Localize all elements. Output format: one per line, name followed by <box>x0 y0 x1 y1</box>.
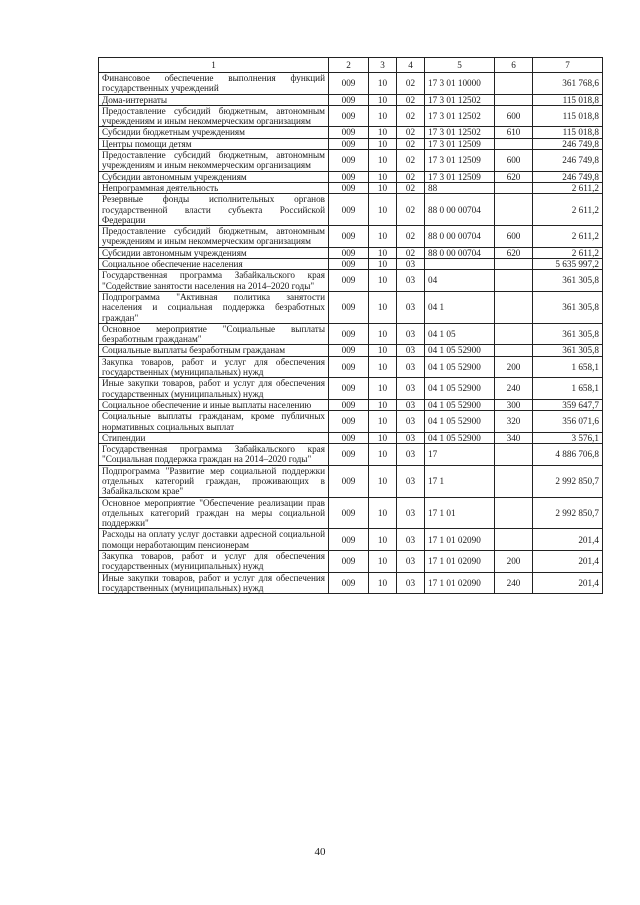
row-ministry-code: 009 <box>329 127 369 138</box>
row-target-article-code: 17 1 <box>425 465 495 497</box>
row-expense-type-code: 340 <box>495 432 533 443</box>
row-ministry-code: 009 <box>329 465 369 497</box>
row-section-code: 10 <box>369 529 397 551</box>
table-row <box>99 247 603 258</box>
row-expense-type-code: 620 <box>495 247 533 258</box>
row-amount: 356 071,6 <box>533 411 603 433</box>
row-target-article-code: 17 1 01 02090 <box>425 529 495 551</box>
row-subsection-code: 02 <box>397 150 425 172</box>
row-section-code: 10 <box>369 444 397 466</box>
row-target-article-code: 04 <box>425 270 495 292</box>
row-ministry-code: 009 <box>329 323 369 345</box>
row-amount: 201,4 <box>533 551 603 573</box>
row-section-code: 10 <box>369 551 397 573</box>
table-row <box>99 465 603 497</box>
row-expense-type-code <box>495 138 533 149</box>
row-expense-type-code <box>495 259 533 270</box>
row-section-code: 10 <box>369 323 397 345</box>
table-row <box>99 270 603 292</box>
row-target-article-code: 04 1 05 52900 <box>425 411 495 433</box>
row-section-code: 10 <box>369 247 397 258</box>
row-name-cell: Социальное обеспечение и иные выплаты населению <box>99 399 329 410</box>
row-section-code: 10 <box>369 182 397 193</box>
budget-table <box>98 57 603 594</box>
row-expense-type-code <box>495 529 533 551</box>
table-row <box>99 432 603 443</box>
row-ministry-code: 009 <box>329 171 369 182</box>
row-name-cell: Социальные выплаты безработным гражданам <box>99 345 329 356</box>
page-number: 40 <box>314 846 326 858</box>
row-name-cell: Основное мероприятие "Обеспечение реализации прав отдельных категорий граждан на меры социальной поддержки" <box>99 497 329 529</box>
row-name-cell: Закупка товаров, работ и услуг для обеспечения государственных (муниципальных) нужд <box>99 356 329 378</box>
header-row <box>99 58 603 73</box>
row-ministry-code: 009 <box>329 497 369 529</box>
table-row <box>99 411 603 433</box>
row-ministry-code: 009 <box>329 138 369 149</box>
row-section-code: 10 <box>369 497 397 529</box>
row-amount: 4 886 706,8 <box>533 444 603 466</box>
row-subsection-code: 03 <box>397 323 425 345</box>
row-ministry-code: 009 <box>329 444 369 466</box>
row-subsection-code: 03 <box>397 551 425 573</box>
row-expense-type-code: 200 <box>495 551 533 573</box>
row-expense-type-code: 200 <box>495 356 533 378</box>
row-section-code: 10 <box>369 572 397 594</box>
header-col-6: 6 <box>495 58 533 73</box>
row-expense-type-code <box>495 497 533 529</box>
row-target-article-code: 17 3 01 12502 <box>425 94 495 105</box>
row-name-cell: Государственная программа Забайкальского края "Социальная поддержка граждан на 2014–2020 годы" <box>99 444 329 466</box>
row-ministry-code: 009 <box>329 194 369 226</box>
row-section-code: 10 <box>369 345 397 356</box>
row-subsection-code: 03 <box>397 399 425 410</box>
row-subsection-code: 03 <box>397 345 425 356</box>
row-subsection-code: 02 <box>397 171 425 182</box>
row-ministry-code: 009 <box>329 356 369 378</box>
row-subsection-code: 02 <box>397 247 425 258</box>
row-expense-type-code: 320 <box>495 411 533 433</box>
header-col-2: 2 <box>329 58 369 73</box>
row-target-article-code: 17 <box>425 444 495 466</box>
row-target-article-code: 17 1 01 <box>425 497 495 529</box>
row-ministry-code: 009 <box>329 247 369 258</box>
row-section-code: 10 <box>369 259 397 270</box>
row-target-article-code: 04 1 <box>425 291 495 323</box>
row-section-code: 10 <box>369 411 397 433</box>
header-col-1: 1 <box>99 58 329 73</box>
row-target-article-code: 04 1 05 52900 <box>425 432 495 443</box>
row-expense-type-code <box>495 94 533 105</box>
row-subsection-code: 03 <box>397 291 425 323</box>
header-col-5: 5 <box>425 58 495 73</box>
table-row <box>99 127 603 138</box>
row-subsection-code: 02 <box>397 105 425 127</box>
row-target-article-code: 04 1 05 52900 <box>425 356 495 378</box>
row-subsection-code: 02 <box>397 73 425 95</box>
row-expense-type-code <box>495 182 533 193</box>
row-name-cell: Предоставление субсидий бюджетным, автономным учреждениям и иным некоммерческим организациям <box>99 105 329 127</box>
row-section-code: 10 <box>369 356 397 378</box>
row-target-article-code: 88 0 00 00704 <box>425 226 495 248</box>
table-row <box>99 345 603 356</box>
row-ministry-code: 009 <box>329 399 369 410</box>
row-amount: 2 992 850,7 <box>533 465 603 497</box>
row-expense-type-code <box>495 345 533 356</box>
row-expense-type-code <box>495 73 533 95</box>
row-target-article-code: 04 1 05 52900 <box>425 399 495 410</box>
row-target-article-code: 04 1 05 <box>425 323 495 345</box>
row-subsection-code: 03 <box>397 465 425 497</box>
row-expense-type-code <box>495 444 533 466</box>
row-target-article-code: 17 3 01 12509 <box>425 150 495 172</box>
row-name-cell: Подпрограмма "Развитие мер социальной поддержки отдельных категорий граждан, проживающих в Забайкальском крае" <box>99 465 329 497</box>
row-target-article-code: 17 1 01 02090 <box>425 572 495 594</box>
table-row <box>99 323 603 345</box>
table-row <box>99 259 603 270</box>
row-subsection-code: 02 <box>397 182 425 193</box>
row-name-cell: Предоставление субсидий бюджетным, автономным учреждениям и иным некоммерческим организациям <box>99 150 329 172</box>
row-section-code: 10 <box>369 291 397 323</box>
row-expense-type-code: 600 <box>495 105 533 127</box>
row-subsection-code: 03 <box>397 444 425 466</box>
row-name-cell: Субсидии автономным учреждениям <box>99 171 329 182</box>
row-amount: 2 992 850,7 <box>533 497 603 529</box>
row-subsection-code: 03 <box>397 572 425 594</box>
row-amount: 361 305,8 <box>533 291 603 323</box>
row-ministry-code: 009 <box>329 432 369 443</box>
row-subsection-code: 03 <box>397 356 425 378</box>
row-subsection-code: 03 <box>397 432 425 443</box>
table-row <box>99 94 603 105</box>
table-row <box>99 73 603 95</box>
table-row <box>99 105 603 127</box>
row-section-code: 10 <box>369 171 397 182</box>
row-expense-type-code <box>495 291 533 323</box>
row-expense-type-code: 610 <box>495 127 533 138</box>
row-section-code: 10 <box>369 127 397 138</box>
row-ministry-code: 009 <box>329 551 369 573</box>
row-section-code: 10 <box>369 105 397 127</box>
row-target-article-code: 17 1 01 02090 <box>425 551 495 573</box>
row-target-article-code: 17 3 01 12509 <box>425 171 495 182</box>
row-ministry-code: 009 <box>329 105 369 127</box>
table-row <box>99 138 603 149</box>
row-name-cell: Иные закупки товаров, работ и услуг для обеспечения государственных (муниципальных) нужд <box>99 572 329 594</box>
table-row <box>99 497 603 529</box>
row-section-code: 10 <box>369 150 397 172</box>
row-target-article-code: 04 1 05 52900 <box>425 345 495 356</box>
row-section-code: 10 <box>369 432 397 443</box>
row-expense-type-code: 240 <box>495 378 533 400</box>
table-row <box>99 226 603 248</box>
row-amount: 246 749,8 <box>533 171 603 182</box>
row-amount: 361 305,8 <box>533 323 603 345</box>
row-section-code: 10 <box>369 73 397 95</box>
row-section-code: 10 <box>369 465 397 497</box>
table-row <box>99 291 603 323</box>
row-amount: 2 611,2 <box>533 194 603 226</box>
row-target-article-code: 17 3 01 10000 <box>425 73 495 95</box>
table-row <box>99 551 603 573</box>
row-section-code: 10 <box>369 94 397 105</box>
table-row <box>99 529 603 551</box>
row-expense-type-code: 620 <box>495 171 533 182</box>
table-row <box>99 356 603 378</box>
row-ministry-code: 009 <box>329 226 369 248</box>
row-amount: 361 768,6 <box>533 73 603 95</box>
row-name-cell: Центры помощи детям <box>99 138 329 149</box>
row-name-cell: Финансовое обеспечение выполнения функций государственных учреждений <box>99 73 329 95</box>
row-ministry-code: 009 <box>329 378 369 400</box>
row-section-code: 10 <box>369 270 397 292</box>
row-subsection-code: 02 <box>397 194 425 226</box>
row-name-cell: Субсидии автономным учреждениям <box>99 247 329 258</box>
table-row <box>99 182 603 193</box>
row-expense-type-code: 300 <box>495 399 533 410</box>
row-expense-type-code: 600 <box>495 150 533 172</box>
row-ministry-code: 009 <box>329 182 369 193</box>
table-row <box>99 399 603 410</box>
row-expense-type-code <box>495 465 533 497</box>
row-target-article-code: 17 3 01 12509 <box>425 138 495 149</box>
row-expense-type-code <box>495 323 533 345</box>
table-row <box>99 194 603 226</box>
row-subsection-code: 02 <box>397 94 425 105</box>
row-amount: 361 305,8 <box>533 345 603 356</box>
table-row <box>99 150 603 172</box>
row-section-code: 10 <box>369 378 397 400</box>
row-subsection-code: 03 <box>397 497 425 529</box>
row-name-cell: Субсидии бюджетным учреждениям <box>99 127 329 138</box>
row-name-cell: Дома-интернаты <box>99 94 329 105</box>
row-amount: 246 749,8 <box>533 138 603 149</box>
row-expense-type-code: 600 <box>495 226 533 248</box>
row-subsection-code: 02 <box>397 226 425 248</box>
row-section-code: 10 <box>369 226 397 248</box>
table-row <box>99 572 603 594</box>
table-body <box>99 73 603 594</box>
row-name-cell: Социальное обеспечение населения <box>99 259 329 270</box>
row-subsection-code: 03 <box>397 270 425 292</box>
row-amount: 1 658,1 <box>533 356 603 378</box>
row-amount: 115 018,8 <box>533 105 603 127</box>
row-name-cell: Закупка товаров, работ и услуг для обеспечения государственных (муниципальных) нужд <box>99 551 329 573</box>
row-name-cell: Социальные выплаты гражданам, кроме публичных нормативных социальных выплат <box>99 411 329 433</box>
row-amount: 2 611,2 <box>533 182 603 193</box>
header-col-4: 4 <box>397 58 425 73</box>
row-name-cell: Иные закупки товаров, работ и услуг для обеспечения государственных (муниципальных) нужд <box>99 378 329 400</box>
table-row <box>99 378 603 400</box>
row-amount: 115 018,8 <box>533 127 603 138</box>
table-row <box>99 171 603 182</box>
row-amount: 115 018,8 <box>533 94 603 105</box>
row-subsection-code: 03 <box>397 259 425 270</box>
row-amount: 3 576,1 <box>533 432 603 443</box>
row-name-cell: Основное мероприятие "Социальные выплаты безработным гражданам" <box>99 323 329 345</box>
row-target-article-code: 88 0 00 00704 <box>425 194 495 226</box>
table-row <box>99 444 603 466</box>
row-target-article-code: 17 3 01 12502 <box>425 127 495 138</box>
row-ministry-code: 009 <box>329 94 369 105</box>
row-name-cell: Подпрограмма "Активная политика занятости населения и социальная поддержка безработных граждан" <box>99 291 329 323</box>
row-amount: 201,4 <box>533 572 603 594</box>
row-section-code: 10 <box>369 194 397 226</box>
row-expense-type-code <box>495 270 533 292</box>
row-subsection-code: 02 <box>397 138 425 149</box>
row-amount: 2 611,2 <box>533 247 603 258</box>
row-ministry-code: 009 <box>329 150 369 172</box>
row-amount: 361 305,8 <box>533 270 603 292</box>
row-amount: 246 749,8 <box>533 150 603 172</box>
row-ministry-code: 009 <box>329 529 369 551</box>
row-subsection-code: 03 <box>397 378 425 400</box>
row-amount: 5 635 997,2 <box>533 259 603 270</box>
row-subsection-code: 03 <box>397 529 425 551</box>
header-col-3: 3 <box>369 58 397 73</box>
row-amount: 201,4 <box>533 529 603 551</box>
row-target-article-code: 04 1 05 52900 <box>425 378 495 400</box>
row-name-cell: Расходы на оплату услуг доставки адресной социальной помощи неработающим пенсионерам <box>99 529 329 551</box>
row-ministry-code: 009 <box>329 259 369 270</box>
row-section-code: 10 <box>369 399 397 410</box>
row-target-article-code: 88 0 00 00704 <box>425 247 495 258</box>
row-ministry-code: 009 <box>329 572 369 594</box>
row-ministry-code: 009 <box>329 345 369 356</box>
row-name-cell: Непрограммная деятельность <box>99 182 329 193</box>
row-target-article-code: 17 3 01 12502 <box>425 105 495 127</box>
row-amount: 2 611,2 <box>533 226 603 248</box>
row-expense-type-code <box>495 194 533 226</box>
row-ministry-code: 009 <box>329 411 369 433</box>
header-col-7: 7 <box>533 58 603 73</box>
row-name-cell: Предоставление субсидий бюджетным, автономным учреждениям и иным некоммерческим организациям <box>99 226 329 248</box>
row-amount: 1 658,1 <box>533 378 603 400</box>
row-amount: 359 647,7 <box>533 399 603 410</box>
row-target-article-code <box>425 259 495 270</box>
row-expense-type-code: 240 <box>495 572 533 594</box>
row-ministry-code: 009 <box>329 73 369 95</box>
row-target-article-code: 88 <box>425 182 495 193</box>
row-name-cell: Резервные фонды исполнительных органов государственной власти субъекта Российской Федерации <box>99 194 329 226</box>
row-ministry-code: 009 <box>329 291 369 323</box>
row-section-code: 10 <box>369 138 397 149</box>
row-name-cell: Стипендии <box>99 432 329 443</box>
row-ministry-code: 009 <box>329 270 369 292</box>
row-name-cell: Государственная программа Забайкальского края "Содействие занятости населения на 2014–2020 годы" <box>99 270 329 292</box>
row-subsection-code: 02 <box>397 127 425 138</box>
row-subsection-code: 03 <box>397 411 425 433</box>
